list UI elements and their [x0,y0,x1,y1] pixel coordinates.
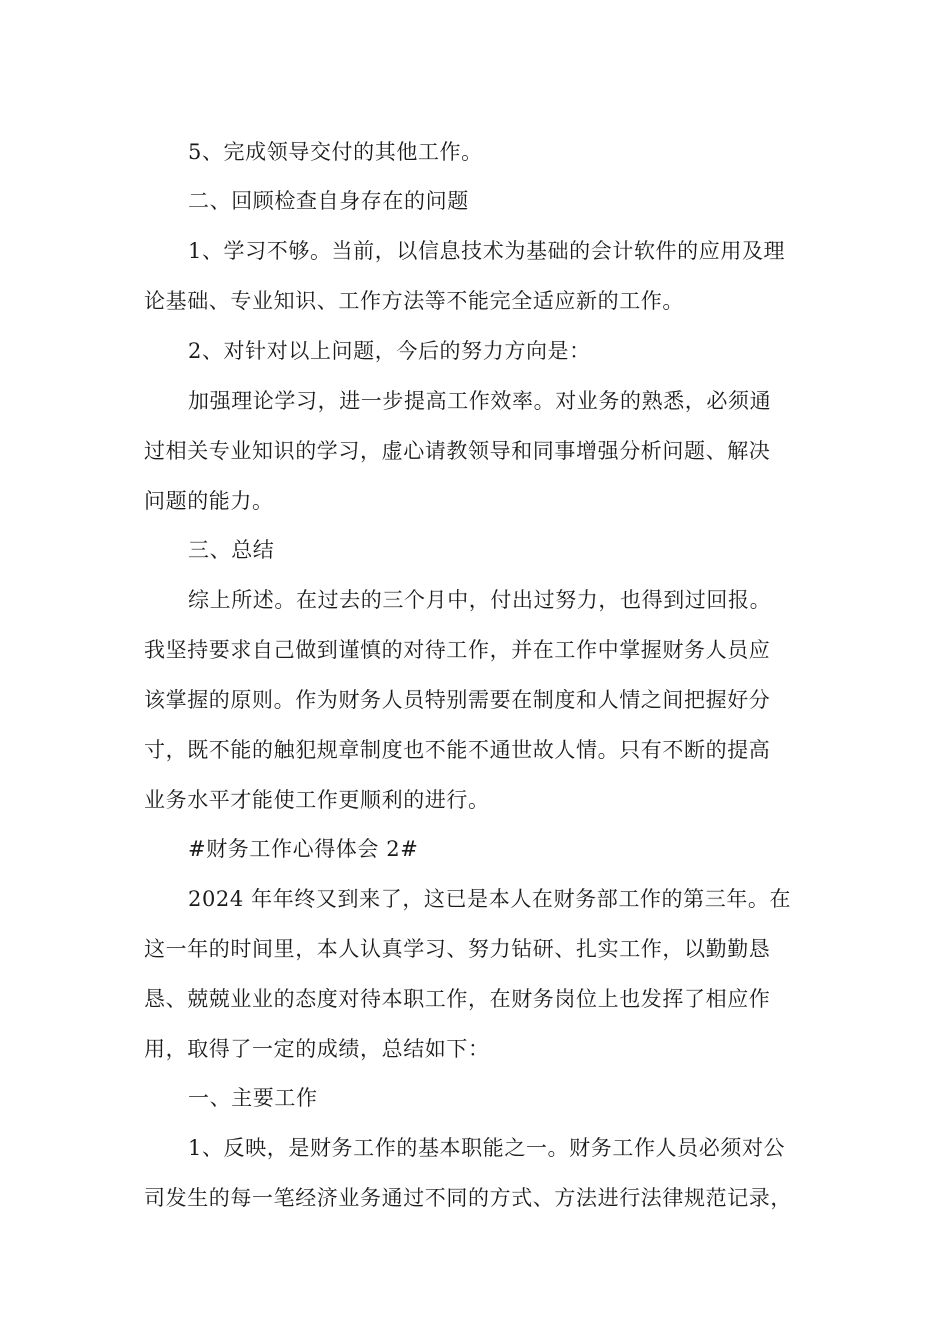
text-line-year-end-cont-2: 恳、兢兢业业的态度对待本职工作，在财务岗位上也发挥了相应作 [144,987,771,1011]
text-line-summary-cont-2: 该掌握的原则。作为财务人员特别需要在制度和人情之间把握好分 [144,688,771,712]
text-line-strengthen-theory-cont-2: 问题的能力。 [144,489,274,513]
section-heading-summary: 三、总结 [188,538,275,562]
text-line-summary-cont-3: 寸，既不能的触犯规章制度也不能不通世故人情。只有不断的提高 [144,738,771,762]
text-line-summary-cont-1: 我坚持要求自己做到谨慎的对待工作，并在工作中掌握财务人员应 [144,638,771,662]
text-line-improvement-direction: 2、对针对以上问题，今后的努力方向是： [188,339,591,363]
text-line-year-end: 2024 年年终又到来了，这已是本人在财务部工作的第三年。在 [188,887,792,911]
text-line-reflection-function-cont: 司发生的每一笔经济业务通过不同的方式、方法进行法律规范记录， [144,1186,792,1210]
text-line-summary-intro: 综上所述。在过去的三个月中，付出过努力，也得到过回报。 [188,588,772,612]
section-heading-review-problems: 二、回顾检查自身存在的问题 [188,189,469,213]
text-line-insufficient-study-cont: 论基础、专业知识、工作方法等不能完全适应新的工作。 [144,289,684,313]
article-heading-2: #财务工作心得体会 2# [188,837,419,861]
text-line-year-end-cont-3: 用，取得了一定的成绩，总结如下： [144,1037,490,1061]
text-line-insufficient-study: 1、学习不够。当前，以信息技术为基础的会计软件的应用及理 [188,239,786,263]
text-line-strengthen-theory: 加强理论学习，进一步提高工作效率。对业务的熟悉，必须通 [188,389,772,413]
text-line-strengthen-theory-cont-1: 过相关专业知识的学习，虚心请教领导和同事增强分析问题、解决 [144,439,771,463]
text-line-completed-other-work: 5、完成领导交付的其他工作。 [188,140,483,164]
text-line-reflection-function: 1、反映，是财务工作的基本职能之一。财务工作人员必须对公 [188,1136,786,1160]
section-heading-main-work: 一、主要工作 [188,1086,318,1110]
text-line-summary-cont-4: 业务水平才能使工作更顺利的进行。 [144,788,490,812]
text-line-year-end-cont-1: 这一年的时间里，本人认真学习、努力钻研、扎实工作，以勤勤恳 [144,937,771,961]
